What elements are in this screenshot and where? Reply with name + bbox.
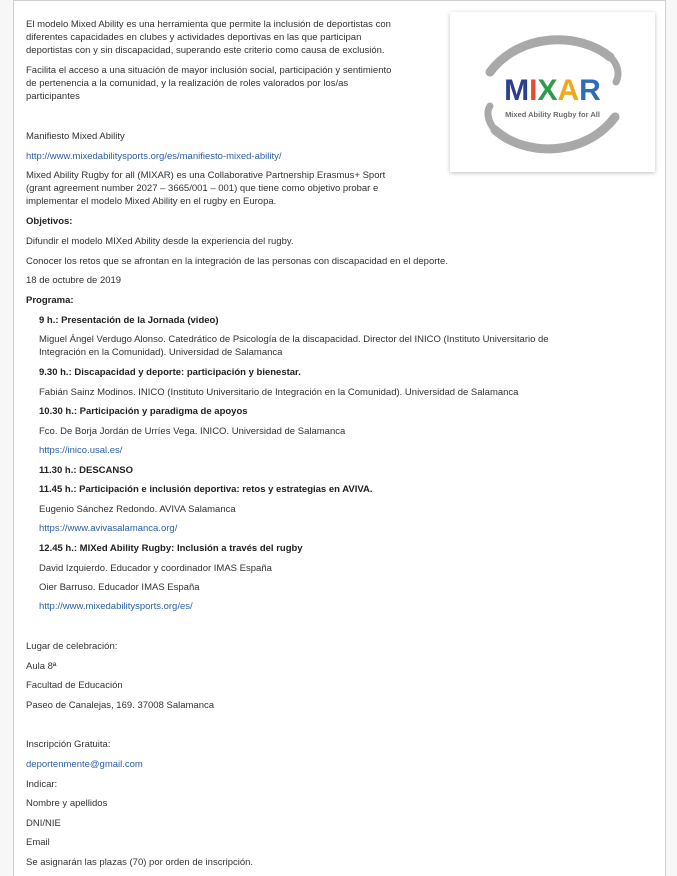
intro-text: El modelo Mixed Ability es una herramienta que permite la inclusión de deportistas con	[26, 19, 391, 30]
intro-text: Facilita el acceso a una situación de mayor inclusión social, participación y sentimiento	[26, 65, 392, 76]
aviva-link[interactable]: https://www.avivasalamanca.org/	[39, 523, 178, 534]
session-speaker: David Izquierdo. Educador y coordinador IMAS España	[39, 563, 272, 574]
lugar-line: Paseo de Canalejas, 169. 37008 Salamanca	[26, 700, 215, 711]
lugar-line: Aula 8ª	[26, 661, 57, 672]
session-title: 9 h.: Presentación de la Jornada (video)	[39, 315, 219, 326]
session-speaker: Integración en la Comunidad). Universidad de Salamanca	[39, 347, 283, 358]
lugar-label: Lugar de celebración:	[26, 641, 118, 652]
inscripcion-label: Inscripción Gratuita:	[26, 739, 111, 750]
indicar-label: Indicar:	[26, 779, 58, 790]
session-speaker: Fabián Sainz Modinos. INICO (Instituto Universitario de Integración en la Comunidad). Universidad de Salamanca	[39, 387, 519, 398]
manifesto-link[interactable]: http://www.mixedabilitysports.org/es/manifiesto-mixed-ability/	[26, 151, 282, 162]
mixar-logo	[450, 12, 655, 172]
intro-text: deportistas con y sin discapacidad, superando este criterio como causa de exclusión.	[26, 45, 385, 56]
required-field: Nombre y apellidos	[26, 798, 108, 809]
intro-text: participantes	[26, 91, 80, 102]
logo-letter: X	[537, 74, 558, 107]
objetivo-item: Conocer los retos que se afrontan en la integración de las personas con discapacidad en el deporte.	[26, 256, 448, 267]
required-field: Email	[26, 837, 50, 848]
logo-letter: R	[579, 74, 601, 107]
required-field: DNI/NIE	[26, 818, 61, 829]
mixedability-link[interactable]: http://www.mixedabilitysports.org/es/	[39, 601, 193, 612]
logo-letter: M	[504, 74, 530, 107]
right-margin	[666, 0, 677, 876]
email-link[interactable]: deportenmente@gmail.com	[26, 759, 143, 770]
session-speaker: Eugenio Sánchez Redondo. AVIVA Salamanca	[39, 504, 236, 515]
session-title: 11.45 h.: Participación e inclusión deportiva: retos y estrategias en AVIVA.	[39, 484, 373, 495]
objetivos-heading: Objetivos:	[26, 216, 73, 227]
session-speaker: Fco. De Borja Jordán de Urríes Vega. INICO. Universidad de Salamanca	[39, 426, 346, 437]
event-date: 18 de octubre de 2019	[26, 275, 122, 286]
logo-letter: A	[557, 74, 580, 107]
mixar-text: implementar el modelo Mixed Ability en el rugby en Europa.	[26, 196, 277, 207]
session-speaker: Miguel Ángel Verdugo Alonso. Catedrático de Psicología de la discapacidad. Director del INICO (Instituto Universitario de	[39, 334, 549, 345]
inscripcion-note: Se asignarán las plazas (70) por orden de inscripción.	[26, 857, 254, 868]
session-title: 10.30 h.: Participación y paradigma de apoyos	[39, 406, 248, 417]
logo-subtitle: Mixed Ability Rugby for All	[505, 110, 600, 119]
logo-wordmark	[450, 74, 655, 108]
objetivo-item: Difundir el modelo MIXed Ability desde la experiencia del rugby.	[26, 236, 294, 247]
session-title: 9.30 h.: Discapacidad y deporte: participación y bienestar.	[39, 367, 301, 378]
mixar-text: (grant agreement number 2027 – 3665/001 – 001) que tiene como objetivo probar e	[26, 183, 379, 194]
mixar-text: Mixed Ability Rugby for all (MIXAR) es una Collaborative Partnership Erasmus+ Sport	[26, 170, 386, 181]
session-speaker: Oier Barruso. Educador IMAS España	[39, 582, 200, 593]
inico-link[interactable]: https://inico.usal.es/	[39, 445, 123, 456]
left-margin	[0, 0, 13, 876]
lugar-line: Facultad de Educación	[26, 680, 123, 691]
session-title: 12.45 h.: MIXed Ability Rugby: Inclusión a través del rugby	[39, 543, 303, 554]
logo-letter: I	[529, 74, 538, 107]
programa-heading: Programa:	[26, 295, 74, 306]
intro-text: de pertenencia a la comunidad, y la realización de roles valorados por los/as	[26, 78, 349, 89]
manifesto-label: Manifiesto Mixed Ability	[26, 131, 125, 142]
session-title: 11.30 h.: DESCANSO	[39, 465, 133, 476]
intro-text: diferentes capacidades en clubes y actividades deportivas en las que participan	[26, 32, 362, 43]
